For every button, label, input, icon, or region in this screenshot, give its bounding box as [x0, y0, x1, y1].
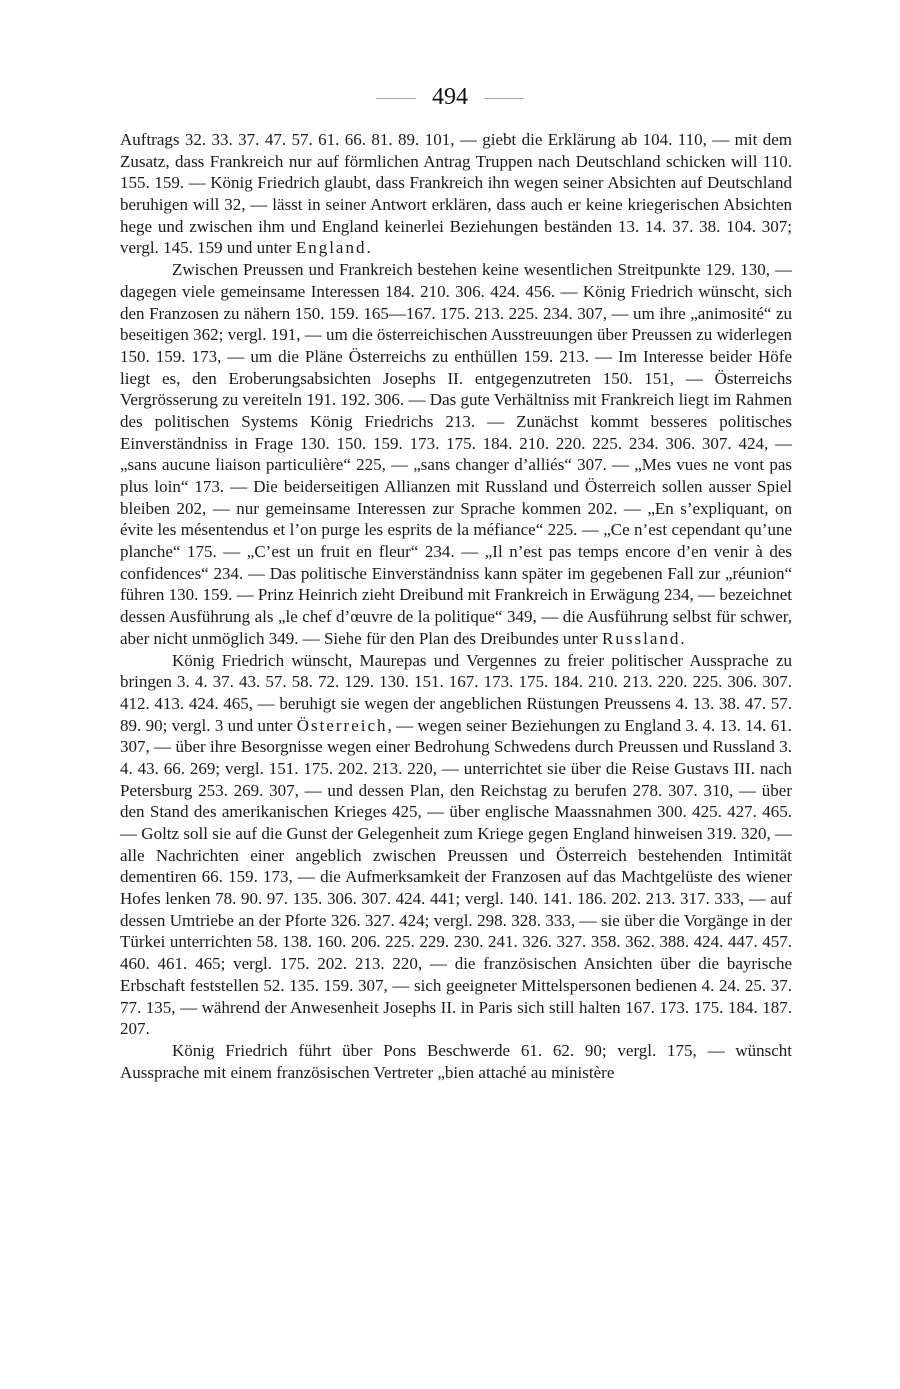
index-paragraph — [120, 1040, 792, 1083]
spaced-cross-reference: England — [295, 238, 367, 258]
paragraph-text: Zwischen Preussen und Frankreich bestehen keine wesentlichen Streitpunkte 129. 130, — dagegen viele gemeinsame Interessen 184. 210. 306. 424. 456. — König Friedrich wünscht, sich den Franzosen zu nähern 150. 159. 165—167. 175. 213. 225. 234. 307, — um ihre „animosité“ zu beseitigen 362; vergl. 191, — um die österreichischen Ausstreuungen über Preussen zu widerlegen 150. 159. 173, — um die Pläne Österreichs zu enthüllen 159. 213. — Im Interesse beider Höfe liegt es, den Eroberungsabsichten Josephs II. entgegenzutreten 150. 151, — Österreichs Vergrösserung zu vereiteln 191. 192. 306. — Das gute Verhältniss mit Frankreich liegt im Rahmen des politischen Systems König Friedrichs 213. — Zunächst kommt besseres politisches Einverständniss in Frage 130. 150. 159. 173. 175. 184. 210. 220. 225. 234. 306. 307. 424, — „sans aucune liaison particulière“ 225, — „sans changer d’alliés“ 307. — „Mes vues ne vont pas plus loin“ 173. — Die beiderseitigen Allianzen mit Russland und Österreich sollen ausser Spiel bleiben 202, — nur gemeinsame Interessen zur Sprache kommen 202. — „En s’expliquant, on évite les mésentendus et l’on purge les esprits de la méfiance“ 225. — „Ce n’est cependant qu’une planche“ 175. — „C’est un fruit en fleur“ 234. — „Il n’est pas temps encore d’en venir à des confidences“ 234. — Das politische Einverständniss kann später im gegebenen Fall zur „réunion“ führen 130. 159. — Prinz Heinrich zieht Dreibund mit Frankreich in Erwägung 234, — bezeichnet dessen Ausführung als „le chef d’œuvre de la politique“ 349, — die Ausführung selbst für schwer, aber nicht unmöglich 349. — Siehe für den Plan des Dreibundes unter — [120, 260, 792, 648]
paragraph-text: König Friedrich führt über Pons Beschwerde 61. 62. 90; vergl. 175, — wünscht Aussprache mit einem französischen Vertreter „bien attaché au ministère — [120, 1040, 792, 1082]
index-paragraph — [120, 129, 792, 259]
index-text-body — [120, 129, 792, 1083]
index-paragraph — [120, 259, 792, 649]
page-number-header — [0, 84, 900, 111]
paragraph-text: , — wegen seiner Beziehungen zu England 3. 4. 13. 14. 61. 307, — über ihre Besorgnisse wegen einer Bedrohung Schwedens durch Preussen und Russland 3. 4. 43. 66. 269; vergl. 151. 175. 202. 213. 220, — unterrichtet sie über die Reise Gustavs III. nach Petersburg 253. 269. 307, — und dessen Plan, den Reichstag zu berufen 278. 307. 310, — über den Stand des amerikanischen Krieges 425, — über englische Maassnahmen 300. 425. 427. 465. — Goltz soll sie auf die Gunst der Gelegenheit zum Kriege gegen England hinweisen 319. 320, — alle Nachrichten einer angeblich zwischen Preussen und Österreich bestehenden Intimität dementiren 66. 159. 173, — die Aufmerksamkeit der Franzosen auf das Machtgelüste des wiener Hofes lenken 78. 90. 97. 135. 306. 307. 424. 441; vergl. 140. 141. 186. 202. 213. 317. 333, — auf dessen Umtriebe an der Pforte 326. 327. 424; vergl. 298. 328. 333, — sie über die Vorgänge in der Türkei unterrichten 58. 138. 160. 206. 225. 229. 230. 241. 326. 327. 358. 362. 388. 424. 447. 457. 460. 461. 465; vergl. 175. 202. 213. 220, — die französischen Ansichten über die bayrische Erbschaft feststellen 52. 135. 159. 307, — sich geeigneter Mittelspersonen bedienen 4. 24. 25. 37. 77. 135, — während der Anwesenheit Josephs II. in Paris sich still halten 167. 173. 175. 184. 187. 207. — [120, 715, 792, 1039]
paragraph-text: . — [680, 628, 685, 648]
header-rule-right — [484, 98, 524, 99]
paragraph-text: . — [366, 238, 371, 258]
page-number: 494 — [432, 84, 468, 110]
header-rule-left — [376, 98, 416, 99]
index-paragraph — [120, 650, 792, 1040]
spaced-cross-reference: Österreich — [296, 715, 388, 735]
paragraph-text: Auftrags 32. 33. 37. 47. 57. 61. 66. 81. 89. 101, — giebt die Erklärung ab 104. 110, — mit dem Zusatz, dass Frankreich nur auf förmlichen Antrag Truppen nach Deutschland schicken will 110. 155. 159. — König Friedrich glaubt, dass Frankreich ihn wegen seiner Absichten auf Deutschland beruhigen will 32, — lässt in seiner Antwort erklären, dass auch er keine kriegerischen Absichten hege und zwischen ihm und England keinerlei Beziehungen beständen 13. 14. 37. 38. 104. 307; vergl. 145. 159 und unter — [120, 130, 792, 258]
spaced-cross-reference: Russland — [602, 628, 681, 648]
paragraph-text: König Friedrich wünscht, Maurepas und Vergennes zu freier politischer Aussprache zu bringen 3. 4. 37. 43. 57. 58. 72. 129. 130. 151. 167. 173. 175. 184. 210. 213. 220. 225. 306. 307. 412. 413. 424. 465, — beruhigt sie wegen der angeblichen Rüstungen Preussens 4. 13. 38. 47. 57. 89. 90; vergl. 3 und unter — [120, 650, 792, 735]
